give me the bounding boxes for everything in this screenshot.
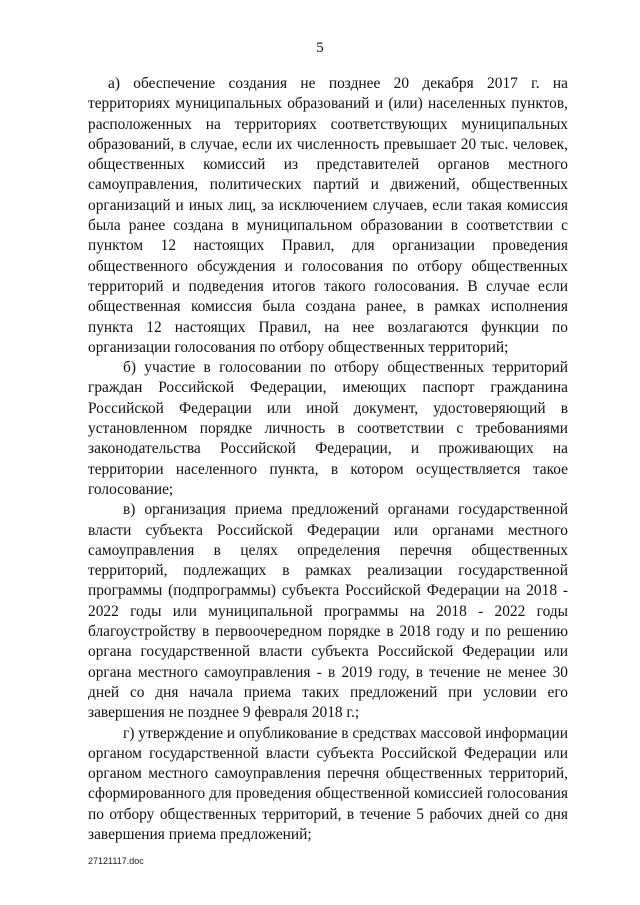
paragraph-a: а) обеспечение создания не позднее 20 декабря 2017 г. на территориях муниципальных образований и (или) населенных пунктов, расположенных на территориях соответствующих муниципальных образований, в случае, если их численность превышает 20 тыс. человек, общественных комиссий из представителей органов местного самоуправления, политических партий и движений, общественных организаций и иных лиц, за исключением случаев, если такая комиссия была ранее создана в муниципальном образовании в соответствии с пунктом 12 настоящих Правил, для организации проведения общественного обсуждения и голосования по отбору общественных территорий и подведения итогов такого голосования. В случае если общественная комиссия была создана ранее, в рамках исполнения пункта 12 настоящих Правил, на нее возлагаются функции по организации голосования по отбору общественных территорий; [88,75,568,356]
paragraph-b: б) участие в голосовании по отбору общественных территорий граждан Российской Федерации, имеющих паспорт гражданина Российской Федерации или иной документ, удостоверяющий в установленном порядке личность в соответствии с требованиями законодательства Российской Федерации, и проживающих на территории населенного пункта, в котором осуществляется такое голосование; [88,359,568,498]
paragraph-v: в) организация приема предложений органами государственной власти субъекта Российской Федерации или органами местного самоуправления в целях определения перечня общественных территорий, подлежащих в рамках реализации государственной программы (подпрограммы) субъекта Российской Федерации на 2018 - 2022 годы или муниципальной программы на 2018 - 2022 годы благоустройству в первоочередном порядке в 2018 году и по решению органа государственной власти субъекта Российской Федерации или органа местного самоуправления - в 2019 году, в течение не менее 30 дней со дня начала приема таких предложений при условии его завершения не позднее 9 февраля 2018 г.; [88,501,568,722]
document-body [88,74,568,845]
footer-filename: 27121117.doc [88,856,144,866]
page-number: 5 [316,40,324,56]
paragraph-g: г) утверждение и опубликование в средствах массовой информации органом государственной власти субъекта Российской Федерации или органом местного самоуправления перечня общественных территорий, сформированного для проведения общественной комиссией голосования по отбору общественных территорий, в течение 5 рабочих дней со дня завершения приема предложений; [88,724,568,843]
